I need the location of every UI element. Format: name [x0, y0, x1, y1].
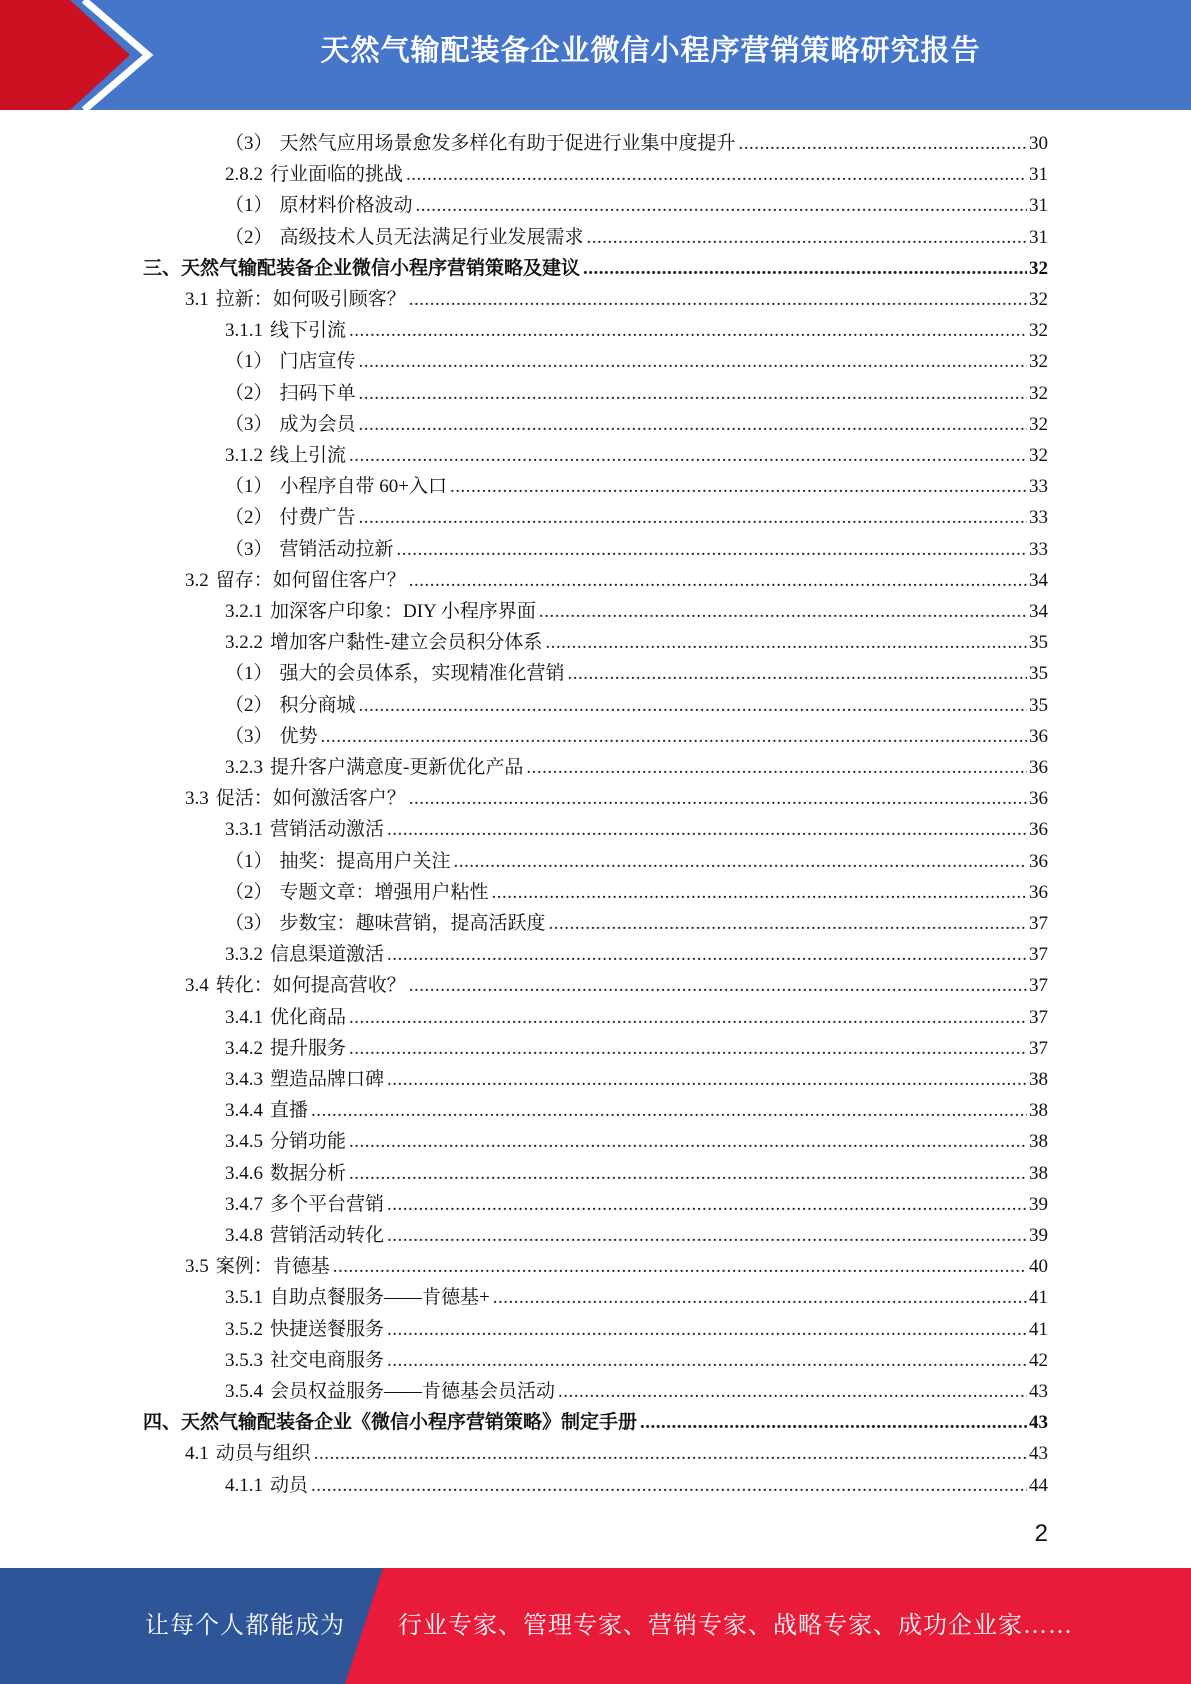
toc-entry-page: 33: [1029, 507, 1048, 528]
toc-entry-title: 专题文章：增强用户粘性: [279, 882, 489, 903]
toc-entry-page: 32: [1029, 320, 1048, 341]
toc-dot-leader: [583, 253, 1027, 284]
toc-entry[interactable]: [225, 1189, 1048, 1220]
toc-entry[interactable]: [185, 1251, 1048, 1282]
toc-dot-leader: [568, 658, 1027, 689]
toc-entry-title: 分销功能: [270, 1131, 347, 1152]
toc-entry-title: 步数宝：趣味营销，提高活跃度: [279, 913, 546, 934]
toc-entry[interactable]: [225, 190, 1048, 221]
toc-entry-number: （3）: [225, 726, 273, 747]
toc-dot-leader: [409, 565, 1027, 596]
toc-dot-leader: [349, 1033, 1027, 1064]
toc-dot-leader: [359, 378, 1027, 409]
toc-entry-number: 3.4: [185, 975, 209, 996]
toc-entry[interactable]: [225, 440, 1048, 471]
toc-entry-number: （1）: [225, 476, 273, 497]
page-header: [0, 0, 1191, 110]
toc-entry[interactable]: [225, 1345, 1048, 1376]
toc-entry-title: 线上引流: [270, 445, 347, 466]
toc-entry-page: 41: [1029, 1319, 1048, 1340]
toc-entry-page: 43: [1029, 1443, 1048, 1464]
toc-entry[interactable]: [225, 1376, 1048, 1407]
toc-dot-leader: [387, 939, 1027, 970]
toc-entry-page: 43: [1029, 1412, 1048, 1433]
footer-slogan-right: 行业专家、管理专家、营销专家、战略专家、成功企业家……: [398, 1613, 1073, 1639]
toc-entry-page: 43: [1029, 1381, 1048, 1402]
toc-entry-title: 付费广告: [279, 507, 356, 528]
toc-dot-leader: [387, 1220, 1027, 1251]
toc-entry-number: 4.1.1: [225, 1475, 263, 1496]
toc-entry-page: 32: [1029, 289, 1048, 310]
toc-entry-number: （1）: [225, 195, 273, 216]
toc-entry-page: 39: [1029, 1194, 1048, 1215]
toc-entry[interactable]: [225, 846, 1048, 877]
toc-entry-title: 营销活动拉新: [279, 539, 394, 560]
toc-dot-leader: [406, 159, 1027, 190]
toc-entry-number: 3.4.8: [225, 1225, 263, 1246]
toc-entry[interactable]: [185, 783, 1048, 814]
toc-entry-number: 3.4.4: [225, 1100, 263, 1121]
toc-entry-title: 营销活动激活: [270, 819, 385, 840]
toc-entry[interactable]: [225, 378, 1048, 409]
toc-dot-leader: [387, 1314, 1027, 1345]
toc-entry-page: 35: [1029, 695, 1048, 716]
toc-entry-page: 30: [1029, 133, 1048, 154]
toc-entry-title: 动员与组织: [215, 1443, 311, 1464]
toc-dot-leader: [492, 877, 1027, 908]
toc-entry-title: 转化：如何提高营收？: [215, 975, 406, 996]
toc-entry-number: 3.4.3: [225, 1069, 263, 1090]
toc-entry[interactable]: [225, 1095, 1048, 1126]
toc-entry-title: 拉新：如何吸引顾客？: [215, 289, 406, 310]
toc-entry-page: 35: [1029, 663, 1048, 684]
toc-entry-number: 3.3.1: [225, 819, 263, 840]
toc-entry-number: 3.3.2: [225, 944, 263, 965]
toc-entry-title: 社交电商服务: [270, 1350, 385, 1371]
toc-entry[interactable]: [225, 1314, 1048, 1345]
toc-entry-number: （2）: [225, 882, 273, 903]
toc-entry[interactable]: [225, 690, 1048, 721]
toc-entry-page: 33: [1029, 476, 1048, 497]
toc-entry[interactable]: [225, 1158, 1048, 1189]
toc-entry-page: 40: [1029, 1256, 1048, 1277]
toc-entry-number: 3.5: [185, 1256, 209, 1277]
toc-entry-number: 3.2.2: [225, 632, 263, 653]
toc-entry-page: 36: [1029, 788, 1048, 809]
document-title: 天然气输配装备企业微信小程序营销策略研究报告: [320, 33, 981, 67]
toc-entry-page: 42: [1029, 1350, 1048, 1371]
toc-entry-number: 3.4.7: [225, 1194, 263, 1215]
toc-entry[interactable]: [225, 1126, 1048, 1157]
toc-entry-title: 积分商城: [279, 695, 356, 716]
toc-entry[interactable]: [143, 1407, 1048, 1438]
toc-entry-title: 留存：如何留住客户？: [215, 570, 406, 591]
toc-dot-leader: [359, 409, 1027, 440]
toc-entry-page: 37: [1029, 975, 1048, 996]
toc-entry-number: 3.5.2: [225, 1319, 263, 1340]
toc-dot-leader: [359, 346, 1027, 377]
toc-dot-leader: [640, 1407, 1027, 1438]
footer-slogan-left: 让每个人都能成为: [145, 1613, 345, 1639]
toc-entry[interactable]: [225, 159, 1048, 190]
toc-entry-number: 3.1: [185, 289, 209, 310]
toc-entry-title: 扫码下单: [279, 383, 356, 404]
toc-entry-title: 小程序自带 60+入口: [279, 476, 447, 497]
toc-entry-number: 3.3: [185, 788, 209, 809]
toc-entry[interactable]: [225, 939, 1048, 970]
toc-dot-leader: [545, 627, 1027, 658]
toc-dot-leader: [349, 1002, 1027, 1033]
toc-entry-page: 36: [1029, 882, 1048, 903]
toc-entry[interactable]: [225, 409, 1048, 440]
toc-entry-number: 3.4.1: [225, 1007, 263, 1028]
toc-entry-number: 4.1: [185, 1443, 209, 1464]
toc-entry-page: 37: [1029, 1038, 1048, 1059]
toc-entry-number: 3.2: [185, 570, 209, 591]
toc-entry-title: 案例：肯德基: [215, 1256, 330, 1277]
toc-entry[interactable]: [225, 596, 1048, 627]
toc-entry-title: 多个平台营销: [270, 1194, 385, 1215]
toc-dot-leader: [321, 721, 1027, 752]
toc-entry-page: 37: [1029, 913, 1048, 934]
toc-entry-number: 3.4.5: [225, 1131, 263, 1152]
toc-entry[interactable]: [143, 253, 1048, 284]
toc-dot-leader: [558, 1376, 1027, 1407]
toc-entry-page: 38: [1029, 1069, 1048, 1090]
header-arrow-decoration: [0, 0, 160, 110]
toc-entry-number: （2）: [225, 695, 273, 716]
toc-entry-title: 增加客户黏性-建立会员积分体系: [270, 632, 543, 653]
toc-dot-leader: [450, 471, 1027, 502]
toc-entry-page: 31: [1029, 227, 1048, 248]
toc-entry-page: 44: [1029, 1475, 1048, 1496]
toc-entry-page: 36: [1029, 726, 1048, 747]
toc-entry[interactable]: [225, 1002, 1048, 1033]
toc-dot-leader: [397, 534, 1027, 565]
toc-entry[interactable]: [225, 1220, 1048, 1251]
toc-entry-title: 自助点餐服务——肯德基+: [270, 1287, 490, 1308]
toc-entry-title: 优势: [279, 726, 318, 747]
toc-entry-page: 37: [1029, 944, 1048, 965]
toc-entry[interactable]: [225, 534, 1048, 565]
toc-entry-page: 39: [1029, 1225, 1048, 1246]
toc-entry[interactable]: [225, 658, 1048, 689]
header-red-chevron: [0, 0, 130, 110]
toc-dot-leader: [493, 1282, 1027, 1313]
toc-entry-title: 会员权益服务——肯德基会员活动: [270, 1381, 556, 1402]
toc-entry-number: 3.4.2: [225, 1038, 263, 1059]
toc-dot-leader: [387, 814, 1027, 845]
toc-dot-leader: [314, 1438, 1027, 1469]
toc-entry-title: 加深客户印象：DIY 小程序界面: [270, 601, 536, 622]
toc-entry-page: 31: [1029, 164, 1048, 185]
toc-entry[interactable]: [225, 627, 1048, 658]
toc-entry[interactable]: [225, 721, 1048, 752]
toc-entry-number: 3.1.2: [225, 445, 263, 466]
toc-entry-title: 四、天然气输配装备企业《微信小程序营销策略》制定手册: [143, 1412, 638, 1433]
toc-entry-page: 31: [1029, 195, 1048, 216]
toc-entry-number: （1）: [225, 351, 273, 372]
toc-entry-title: 快捷送餐服务: [270, 1319, 385, 1340]
toc-entry-page: 32: [1029, 445, 1048, 466]
toc-entry-number: （3）: [225, 414, 273, 435]
toc-entry[interactable]: [225, 1282, 1048, 1313]
toc-dot-leader: [409, 783, 1027, 814]
toc-dot-leader: [387, 1189, 1027, 1220]
toc-entry[interactable]: [185, 1438, 1048, 1469]
toc-entry[interactable]: [225, 752, 1048, 783]
toc-dot-leader: [359, 690, 1027, 721]
toc-dot-leader: [454, 846, 1027, 877]
toc-dot-leader: [739, 128, 1027, 159]
toc-dot-leader: [349, 1126, 1027, 1157]
toc-entry-number: （1）: [225, 851, 273, 872]
toc-entry-page: 32: [1029, 383, 1048, 404]
toc-entry-number: 3.2.1: [225, 601, 263, 622]
toc-entry-page: 35: [1029, 632, 1048, 653]
toc-entry[interactable]: [225, 471, 1048, 502]
toc-dot-leader: [311, 1095, 1027, 1126]
toc-entry[interactable]: [185, 565, 1048, 596]
toc-entry-title: 高级技术人员无法满足行业发展需求: [279, 227, 584, 248]
toc-dot-leader: [539, 596, 1027, 627]
toc-entry-number: 3.5.4: [225, 1381, 263, 1402]
page-footer: [0, 1568, 1191, 1684]
toc-entry-page: 37: [1029, 1007, 1048, 1028]
toc-entry-title: 动员: [270, 1475, 309, 1496]
toc-entry[interactable]: [185, 284, 1048, 315]
toc-entry[interactable]: [225, 315, 1048, 346]
toc-entry[interactable]: [225, 1064, 1048, 1095]
toc-entry[interactable]: [225, 128, 1048, 159]
toc-entry[interactable]: [185, 970, 1048, 1001]
toc-dot-leader: [349, 1158, 1027, 1189]
toc-entry-number: 3.4.6: [225, 1163, 263, 1184]
toc-entry-number: 3.5.3: [225, 1350, 263, 1371]
toc-entry[interactable]: [225, 1033, 1048, 1064]
toc-entry-title: 营销活动转化: [270, 1225, 385, 1246]
toc-entry-title: 抽奖：提高用户关注: [279, 851, 451, 872]
toc-entry[interactable]: [225, 877, 1048, 908]
page-number: 2: [1034, 1520, 1048, 1547]
toc-dot-leader: [549, 908, 1027, 939]
toc-entry-page: 36: [1029, 819, 1048, 840]
toc-dot-leader: [526, 752, 1027, 783]
toc-entry-number: 2.8.2: [225, 164, 263, 185]
toc-entry-title: 行业面临的挑战: [270, 164, 404, 185]
toc-entry-title: 优化商品: [270, 1007, 347, 1028]
toc-entry[interactable]: [225, 908, 1048, 939]
toc-entry-title: 信息渠道激活: [270, 944, 385, 965]
toc-entry-number: （3）: [225, 133, 273, 154]
toc-entry-title: 提升客户满意度-更新优化产品: [270, 757, 524, 778]
toc-dot-leader: [311, 1470, 1027, 1501]
toc-entry-title: 原材料价格波动: [279, 195, 413, 216]
toc-dot-leader: [409, 284, 1027, 315]
toc-entry-title: 三、天然气输配装备企业微信小程序营销策略及建议: [143, 258, 581, 279]
toc-entry-title: 促活：如何激活客户？: [215, 788, 406, 809]
toc-entry-number: （1）: [225, 663, 273, 684]
toc-entry-title: 门店宣传: [279, 351, 356, 372]
toc-entry-page: 38: [1029, 1163, 1048, 1184]
toc-entry-page: 32: [1029, 414, 1048, 435]
toc-dot-leader: [387, 1064, 1027, 1095]
toc-entry-title: 强大的会员体系，实现精准化营销: [279, 663, 565, 684]
toc-entry-number: 3.2.3: [225, 757, 263, 778]
toc-entry-page: 36: [1029, 757, 1048, 778]
toc-entry-number: （3）: [225, 913, 273, 934]
toc-entry[interactable]: [225, 346, 1048, 377]
toc-entry-title: 塑造品牌口碑: [270, 1069, 385, 1090]
toc-entry-number: （2）: [225, 383, 273, 404]
toc-dot-leader: [349, 440, 1027, 471]
toc-entry-number: （2）: [225, 227, 273, 248]
toc-entry-page: 36: [1029, 851, 1048, 872]
toc-entry-page: 33: [1029, 539, 1048, 560]
toc-entry-page: 38: [1029, 1100, 1048, 1121]
toc-dot-leader: [333, 1251, 1027, 1282]
toc-entry-page: 32: [1029, 351, 1048, 372]
toc-dot-leader: [409, 970, 1027, 1001]
toc-entry-page: 34: [1029, 601, 1048, 622]
toc-entry-number: 3.1.1: [225, 320, 263, 341]
toc-entry-title: 提升服务: [270, 1038, 347, 1059]
toc-entry[interactable]: [225, 222, 1048, 253]
toc-entry-number: （2）: [225, 507, 273, 528]
toc-entry-number: 3.5.1: [225, 1287, 263, 1308]
toc-entry-page: 41: [1029, 1287, 1048, 1308]
toc-entry-page: 38: [1029, 1131, 1048, 1152]
toc-entry-title: 成为会员: [279, 414, 356, 435]
toc-entry-page: 32: [1029, 258, 1048, 279]
toc-entry-title: 数据分析: [270, 1163, 347, 1184]
toc-entry-title: 线下引流: [270, 320, 347, 341]
toc-dot-leader: [416, 190, 1027, 221]
toc-entry[interactable]: [225, 502, 1048, 533]
toc-dot-leader: [359, 502, 1027, 533]
toc-dot-leader: [349, 315, 1027, 346]
toc-entry-title: 天然气应用场景愈发多样化有助于促进行业集中度提升: [279, 133, 736, 154]
toc-entry[interactable]: [225, 814, 1048, 845]
toc-dot-leader: [387, 1345, 1027, 1376]
toc-entry-title: 直播: [270, 1100, 309, 1121]
toc-entry-page: 34: [1029, 570, 1048, 591]
toc-entry-number: （3）: [225, 539, 273, 560]
toc-entry[interactable]: [225, 1470, 1048, 1501]
toc-dot-leader: [587, 222, 1027, 253]
